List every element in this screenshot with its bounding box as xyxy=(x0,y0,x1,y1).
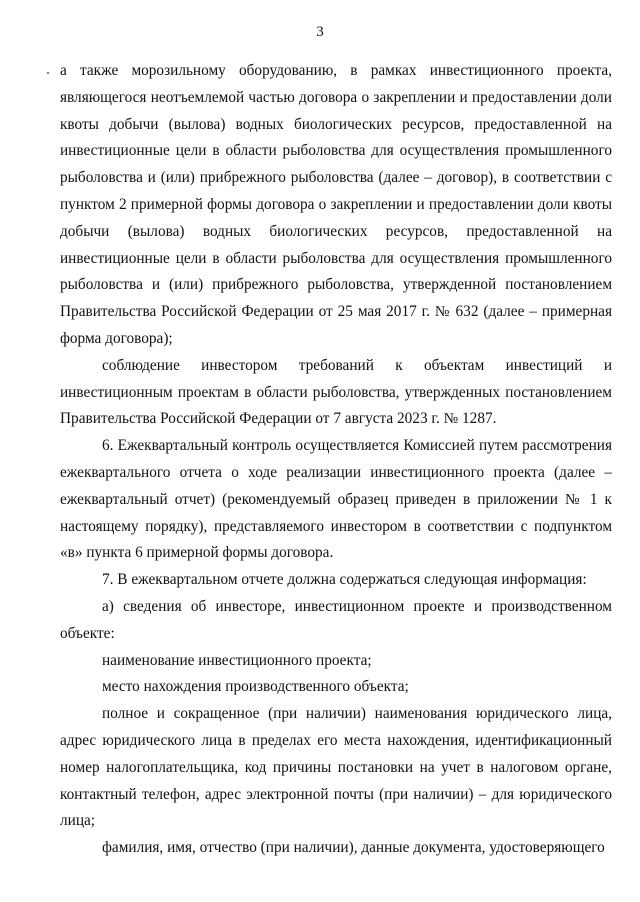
paragraph: 7. В ежеквартальном отчете должна содержаться следующая информация: xyxy=(102,571,587,589)
paragraph: соблюдение инвестором требований к объектам инвестиций и инвестиционным проектам в области рыболовства, утвержденных постановлением Правительства Российской Федерации от 7 августа 2023 г. № 1287. xyxy=(60,356,612,428)
paragraph: наименование инвестиционного проекта; xyxy=(102,651,372,669)
paragraph: фамилия, имя, отчество (при наличии), данные документа, удостоверяющего xyxy=(102,839,605,857)
paragraph: полное и сокращенное (при наличии) наименования юридического лица, адрес юридического лица в пределах его места нахождения, идентификационный номер налогоплательщика, код причины постановки на учет в налоговом органе, контактный телефон, адрес электронной почты (при наличии) – для юридического лица; xyxy=(60,705,612,830)
paragraph: 6. Ежеквартальный контроль осуществляется Комиссией путем рассмотрения ежеквартального отчета о ходе реализации инвестиционного проекта (далее – ежеквартальный отчет) (рекомендуемый образец приведен в приложении № 1 к настоящему порядку), представляемого инвестором в соответствии с подпунктом «в» пункта 6 примерной формы договора. xyxy=(60,437,612,562)
paragraph: место нахождения производственного объекта; xyxy=(102,678,409,696)
page-number: 3 xyxy=(316,24,324,40)
paragraph: а) сведения об инвесторе, инвестиционном проекте и производственном объекте: xyxy=(60,597,612,642)
paragraph: а также морозильному оборудованию, в рамках инвестиционного проекта, являющегося неотъемлемой частью договора о закреплении и предоставлении доли квоты добычи (вылова) водных биологических ресурсов, предоставленной на инвестиционные цели в области рыболовства для осуществления промышленного рыболовства и (или) прибрежного рыболовства (далее – договор), в соответствии с пунктом 2 примерной формы договора о закреплении и предоставлении доли квоты добычи (вылова) водных биологических ресурсов, предоставленной на инвестиционные цели в области рыболовства для осуществления промышленного рыболовства и (или) прибрежного рыболовства, утвержденной постановлением Правительства Российской Федерации от 25 мая 2017 г. № 632 (далее – примерная форма договора); xyxy=(60,62,612,347)
scan-dot xyxy=(47,72,49,74)
document-body xyxy=(60,58,612,862)
